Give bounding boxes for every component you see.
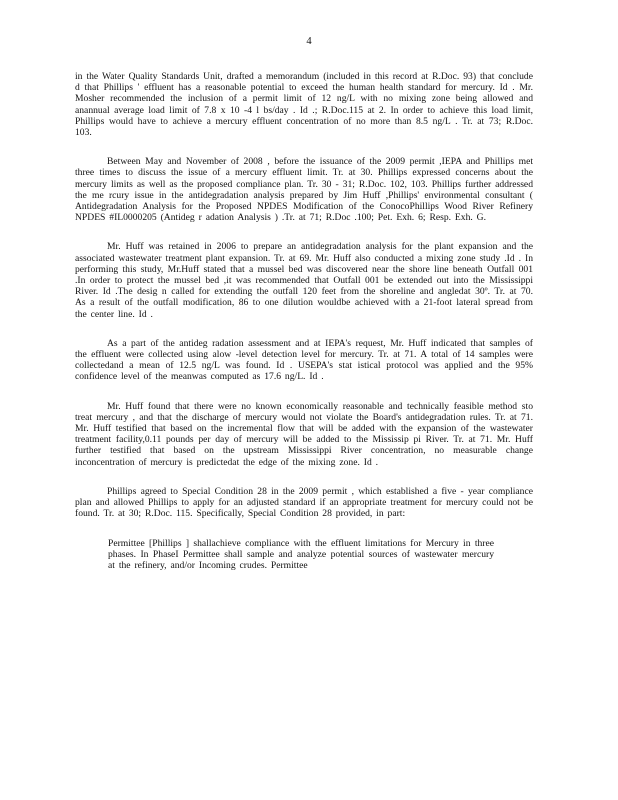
page-number: 4 xyxy=(306,36,312,47)
block-quote: Permittee [Phillips ] shallachieve compliance with the effluent limitations for Mercury in three phases. In PhaseI Permittee shall sample and analyze potential sources of wastewater mercury at the refinery, and/or Incoming crudes. Permittee xyxy=(108,537,494,571)
paragraph-6: Phillips agreed to Special Condition 28 in the 2009 permit , which established a five - year compliance plan and allowed Phillips to apply for an adjusted standard if an appropriate treatment for mercury could not be found. Tr. at 30; R.Doc. 115. Specifically, Special Condition 28 provided, in part: xyxy=(75,485,533,520)
paragraph-5: Mr. Huff found that there were no known economically reasonable and technically feasible method sto treat mercury , and that the discharge of mercury would not violate the Board's antidegradation rules. Tr. at 71. Mr. Huff testified that based on the incremental flow that will be added with the expansion of the wastewater treatment facility,0.11 pounds per day of mercury will be added to the Mississip pi River. Tr. at 71. Mr. Huff further testified that based on the upstream Mississippi River concentration, no measurable change inconcentration of mercury is predictedat the edge of the mixing zone. Id . xyxy=(75,400,533,468)
body-text xyxy=(75,71,533,571)
paragraph-2: Between May and November of 2008 , before the issuance of the 2009 permit ,IEPA and Phillips met three times to discuss the issue of a mercury effluent limit. Tr. at 30. Phillips expressed concerns about the mercury limits as well as the proposed compliance plan. Tr. 30 - 31; R.Doc. 102, 103. Phillips further addressed the me rcury issue in the antidegradation analysis prepared by Jim Huff ,Phillips' environmental consultant ( Antidegradation Analysis for the Proposed NPDES Modification of the ConocoPhillips Wood River Refinery NPDES #IL0000205 (Antideg r adation Analysis ) .Tr. at 71; R.Doc .100; Pet. Exh. 6; Resp. Exh. G. xyxy=(75,156,533,224)
paragraph-1: in the Water Quality Standards Unit, drafted a memorandum (included in this record at R.Doc. 93) that conclude d that Phillips ' effluent has a reasonable potential to exceed the human health standard for mercury. Id . Mr. Mosher recommended the inclusion of a permit limit of 12 ng/L with no mixing zone being allowed and anannual average load limit of 7.8 x 10 -4 l bs/day . Id .; R.Doc.115 at 2. In order to achieve this load limit, Phillips would have to achieve a mercury effluent concentration of no more than 8.5 ng/L . Tr. at 73; R.Doc. 103. xyxy=(75,71,533,139)
paragraph-3: Mr. Huff was retained in 2006 to prepare an antidegradation analysis for the plant expansion and the associated wastewater treatment plant expansion. Tr. at 69. Mr. Huff also conducted a mixing zone study .Id . In performing this study, Mr.Huff stated that a mussel bed was discovered near the shore line beneath Outfall 001 .In order to protect the mussel bed ,it was recommended that Outfall 001 be extended out into the Mississippi River. Id .The desig n called for extending the outfall 120 feet from the shoreline and angledat 30º. Tr. at 70. As a result of the outfall modification, 86 to one dilution wouldbe achieved with a 21-foot lateral spread from the center line. Id . xyxy=(75,241,533,320)
paragraph-4: As a part of the antideg radation assessment and at IEPA's request, Mr. Huff indicated that samples of the effluent were collected using alow -level detection level for mercury. Tr. at 71. A total of 14 samples were collectedand a mean of 12.5 ng/L was found. Id . USEPA's stat istical protocol was applied and the 95% confidence level of the meanwas computed as 17.6 ng/L. Id . xyxy=(75,337,533,383)
